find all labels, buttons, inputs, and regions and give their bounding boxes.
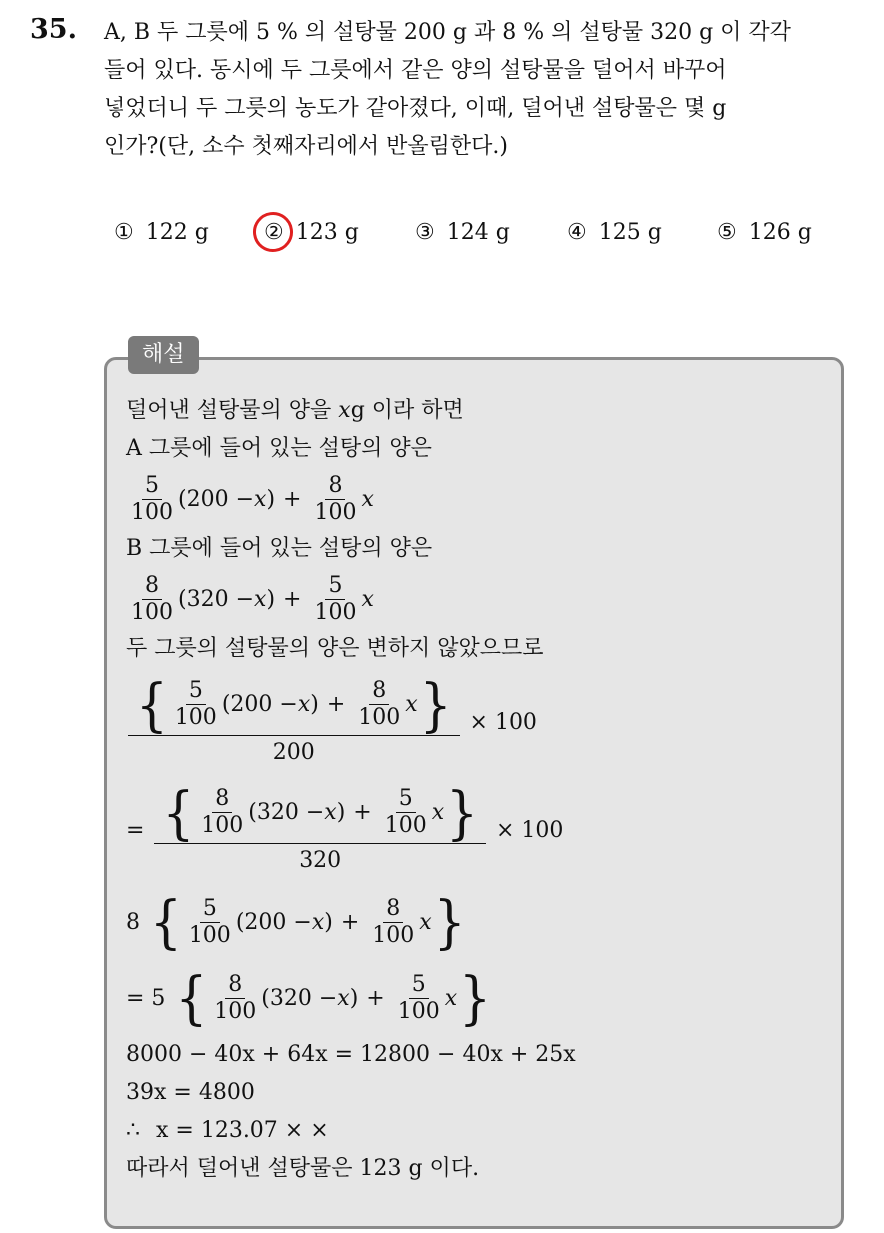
choice-value: 123 g: [295, 220, 359, 245]
math-text: (320 −: [261, 985, 338, 1011]
math-var: x: [361, 586, 374, 612]
brace: {: [136, 671, 168, 738]
math-op: =: [126, 817, 145, 843]
math-text: ): [336, 800, 346, 825]
concentration-rhs: [126, 776, 826, 884]
numerator: 8: [212, 786, 232, 813]
solution-value: [126, 1112, 826, 1150]
numerator: 5: [396, 786, 416, 813]
fraction: [355, 678, 403, 731]
choice-value: 125 g: [598, 220, 662, 245]
solution-b-text: B 그릇에 들어 있는 설탕의 양은: [126, 536, 433, 561]
question-line: 인가?(단, 소수 첫째자리에서 반올림한다.): [104, 134, 508, 159]
math-var: x: [338, 398, 351, 423]
choice-mark: ①: [114, 220, 134, 245]
fraction: [382, 786, 430, 839]
big-fraction: [154, 779, 486, 874]
expr-b: [126, 568, 826, 630]
fraction: [369, 896, 417, 949]
choice-value: 124 g: [446, 220, 510, 245]
math-text: (200 −: [178, 486, 255, 512]
fraction: [128, 473, 176, 526]
denominator: 200: [272, 740, 315, 765]
math-op: +: [326, 692, 346, 717]
math-text: × 100: [495, 817, 564, 843]
fraction: [395, 972, 443, 1025]
numerator: 8: [325, 473, 345, 500]
denominator: 100: [214, 998, 257, 1024]
fraction: [211, 972, 259, 1025]
answer-choices: [0, 220, 884, 260]
math-text: ): [266, 486, 276, 512]
choice-5[interactable]: [717, 220, 812, 245]
math-op: +: [340, 909, 360, 935]
numerator: 8: [383, 896, 403, 923]
math-text: ): [266, 586, 276, 612]
brace: }: [459, 964, 491, 1032]
linear-equation: 8000 − 40x + 64x = 12800 − 40x + 25x: [126, 1042, 576, 1067]
math-var: x: [337, 985, 350, 1011]
fraction: [128, 573, 176, 626]
conclusion: 따라서 덜어낸 설탕물은 123 g 이다.: [126, 1156, 480, 1181]
choice-1[interactable]: [114, 220, 209, 245]
choice-value: 126 g: [748, 220, 812, 245]
denominator: 100: [384, 813, 427, 838]
math-text: (320 −: [178, 586, 255, 612]
denominator: 100: [314, 499, 357, 525]
numerator: 5: [409, 972, 429, 999]
math-var: x: [419, 909, 432, 935]
numerator: [128, 671, 460, 738]
choice-mark: ②: [264, 220, 284, 245]
brace: {: [150, 888, 182, 956]
text: 덜어낸 설탕물의 양을: [126, 398, 332, 423]
denominator: 100: [188, 922, 231, 948]
fraction: [186, 896, 234, 949]
choice-mark: ③: [415, 220, 435, 245]
solution-content: [126, 392, 826, 1188]
brace: }: [446, 779, 478, 846]
denominator: 100: [372, 922, 415, 948]
concentration-lhs: [126, 668, 826, 776]
numerator: 5: [325, 573, 345, 600]
math-text: (320 −: [248, 800, 325, 825]
solution-same-text: 두 그릇의 설탕물의 양은 변하지 않았으므로: [126, 636, 544, 661]
numerator: 8: [369, 678, 389, 705]
expr-a: [126, 468, 826, 530]
question-number: 35.: [30, 14, 77, 45]
denominator: 320: [299, 848, 342, 873]
fraction: [198, 786, 246, 839]
big-fraction: [128, 671, 460, 766]
solution-a-text: A 그릇에 들어 있는 설탕의 양은: [126, 436, 432, 461]
numerator: 5: [200, 896, 220, 923]
question-line: 들어 있다. 동시에 두 그릇에서 같은 양의 설탕물을 덜어서 바꾸어: [104, 58, 727, 83]
math-var: x: [311, 909, 325, 935]
denominator: 100: [358, 705, 401, 730]
math-var: x: [431, 800, 445, 825]
denominator: 100: [201, 813, 244, 838]
question-line: A, B 두 그릇에 5 % 의 설탕물 200 g 과 8 % 의 설탕물 320 g 이 각각: [104, 20, 791, 45]
math-text: = 5: [126, 985, 166, 1011]
math-var: x: [444, 985, 458, 1011]
math-op: +: [366, 985, 385, 1011]
math-op: +: [283, 486, 302, 512]
fraction: [311, 573, 359, 626]
math-var: x: [254, 486, 267, 512]
math-var: x: [254, 586, 267, 612]
denominator: 100: [131, 599, 173, 625]
math-var: x: [297, 692, 311, 717]
numerator: [154, 779, 486, 846]
text: g 이라 하면: [350, 398, 464, 423]
question-line: 넣었더니 두 그릇의 농도가 같아졌다, 이때, 덜어낸 설탕물은 몇 g: [104, 96, 727, 121]
numerator: 5: [186, 678, 206, 705]
choice-4[interactable]: [567, 220, 662, 245]
question-text: [104, 14, 864, 166]
math-text: x = 123.07 × ×: [156, 1118, 329, 1143]
numerator: 8: [225, 972, 245, 999]
brace: {: [162, 779, 195, 846]
math-op: +: [353, 800, 372, 825]
simplified-equation: 39x = 4800: [126, 1080, 255, 1105]
math-var: x: [405, 692, 418, 717]
brace: {: [175, 964, 208, 1032]
brace: }: [419, 671, 452, 738]
numerator: 8: [142, 573, 162, 600]
math-text: ): [324, 909, 333, 935]
math-text: ): [349, 985, 359, 1011]
therefore-symbol: ∴: [126, 1118, 140, 1143]
fraction: [172, 678, 220, 731]
math-var: x: [324, 800, 337, 825]
denominator: 100: [314, 599, 357, 625]
denominator: 100: [174, 705, 217, 730]
choice-mark: ④: [567, 220, 587, 245]
denominator: 100: [131, 499, 173, 525]
solution-intro: [126, 392, 826, 430]
math-text: (200 −: [221, 692, 298, 717]
choice-value: 122 g: [145, 220, 209, 245]
math-text: (200 −: [235, 909, 312, 935]
math-text: × 100: [469, 709, 537, 735]
choice-3[interactable]: [415, 220, 510, 245]
choice-mark: ⑤: [717, 220, 737, 245]
math-op: +: [283, 586, 302, 612]
solution-label: 해설: [128, 336, 199, 374]
math-text: 8: [126, 909, 140, 935]
math-text: ): [310, 692, 319, 717]
expr-8: [126, 884, 826, 960]
math-var: x: [361, 486, 374, 512]
expr-5: [126, 960, 826, 1036]
numerator: 5: [142, 473, 162, 500]
brace: }: [433, 888, 466, 956]
fraction: [311, 473, 359, 526]
denominator: 100: [397, 998, 440, 1024]
